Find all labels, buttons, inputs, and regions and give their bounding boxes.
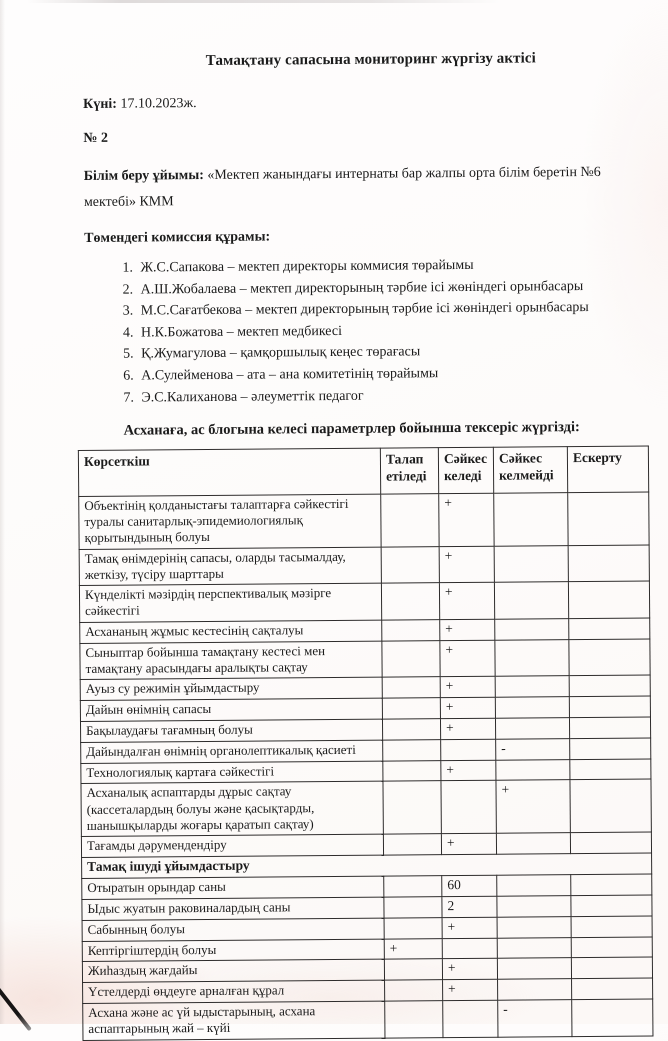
mark-cell: + <box>442 959 497 980</box>
mark-cell: + <box>440 718 495 739</box>
table-row <box>79 581 649 622</box>
commission-list <box>84 254 625 409</box>
mark-cell: + <box>439 582 494 619</box>
date-line <box>83 93 623 113</box>
mark-cell <box>382 718 440 739</box>
mark-cell <box>383 739 441 760</box>
commission-member: 6. А.Сулейменова – ата – ана комитетінің төрайымы <box>137 362 625 387</box>
mark-cell <box>381 583 439 620</box>
date-value: 17.10.2023ж. <box>120 96 197 112</box>
mark-cell <box>569 696 650 718</box>
mark-cell <box>382 640 440 677</box>
mark-cell: + <box>440 676 495 697</box>
mark-cell <box>569 618 650 640</box>
mark-cell <box>496 833 570 854</box>
mark-cell: 2 <box>442 896 497 917</box>
indicator-cell: Күнделікті мәзірдің перспективалық мәзірге сәйкестігі <box>79 583 381 622</box>
mark-cell <box>571 916 652 938</box>
commission-member: 2. А.Ш.Жобалаева – мектеп директорының тәрбие ісі жөніндегі орынбасары <box>137 275 625 300</box>
organization-label: Білім беру ұйымы: <box>83 168 204 184</box>
indicator-cell: Тағамды дәрумендендіру <box>81 834 383 857</box>
mark-cell <box>497 937 571 958</box>
mark-cell: + <box>439 493 494 546</box>
mark-cell <box>497 875 571 896</box>
commission-member: 7. Э.С.Калиханова – әлеуметтік педагог <box>137 383 625 408</box>
mark-cell <box>443 1000 498 1037</box>
mark-cell: + <box>440 640 495 677</box>
organization-value: «Мектеп жанындағы интернаты бар жалпы орта білім беретін №6 мектебі» КММ <box>83 164 601 210</box>
mark-cell <box>568 492 649 545</box>
indicator-cell: Ауыз су режимін ұйымдастыру <box>80 677 382 700</box>
indicator-cell: Отыратын орындар саны <box>82 876 384 899</box>
table-row <box>79 545 649 586</box>
mark-cell <box>381 494 439 547</box>
mark-cell <box>498 979 572 1000</box>
mark-cell: - <box>496 738 570 759</box>
mark-cell <box>495 676 569 697</box>
mark-cell <box>568 581 649 618</box>
mark-cell: + <box>440 697 495 718</box>
mark-cell: + <box>440 619 495 640</box>
header-note: Ескерту <box>567 446 648 492</box>
mark-cell <box>495 639 569 676</box>
mark-cell <box>384 959 442 980</box>
mark-cell: + <box>384 938 442 959</box>
header-indicator: Көрсеткіш <box>78 448 380 496</box>
mark-cell <box>494 582 568 619</box>
mark-cell <box>384 917 442 938</box>
commission-member: 4. Н.К.Божатова – мектеп медбикесі <box>137 318 625 343</box>
mark-cell <box>384 876 442 897</box>
date-label: Күні: <box>83 96 117 112</box>
mark-cell <box>495 697 569 718</box>
indicator-cell: Объектінің қолданыстағы талаптарға сәйкестігі туралы санитарлық-эпидемиологиялық қорытындының болуы <box>79 494 381 549</box>
mark-cell: + <box>439 546 494 583</box>
mark-cell <box>569 639 650 676</box>
table-row <box>79 492 649 549</box>
mark-cell <box>441 781 496 834</box>
mark-cell <box>495 618 569 639</box>
monitoring-table <box>78 446 654 1041</box>
mark-cell <box>569 717 650 739</box>
commission-member: 1. Ж.С.Сапакова – мектеп директоры коммисия төрайымы <box>136 254 624 279</box>
mark-cell <box>383 781 441 834</box>
mark-cell <box>570 759 651 781</box>
organization-line <box>84 160 618 216</box>
indicator-cell: Жиһаздың жағдайы <box>82 960 384 983</box>
indicator-cell: Асхана және ас үй ыдыстарының, асхана аспаптарының жай – күйі <box>83 1001 385 1040</box>
act-number: № 2 <box>83 130 109 146</box>
mark-cell <box>496 759 570 780</box>
mark-cell <box>572 978 653 1000</box>
indicator-cell: Асханалық аспаптарды дұрыс сақтау (кассеталардың болуы және қасықтарды, шанышқыларды жоғары қаратып сақтау) <box>81 782 383 837</box>
indicator-cell: Үстелдерді өңдеуге арналған құрал <box>83 980 385 1003</box>
header-not-complies: Сәйкес келмейді <box>493 447 567 493</box>
mark-cell: + <box>443 980 498 1001</box>
mark-cell <box>497 958 571 979</box>
indicator-cell: Кептіргіштердің болуы <box>82 939 384 962</box>
indicator-cell: Технологиялық картаға сәйкестігі <box>81 761 383 784</box>
mark-cell <box>381 546 439 583</box>
mark-cell <box>442 938 497 959</box>
indicator-cell: Сыныптар бойынша тамақтану кестесі мен тамақтану арасындағы аралықты сақтау <box>80 641 382 680</box>
mark-cell: + <box>442 917 497 938</box>
mark-cell <box>570 832 651 854</box>
table-row <box>81 779 651 836</box>
mark-cell <box>572 999 653 1036</box>
mark-cell: + <box>441 760 496 781</box>
mark-cell: + <box>441 833 496 854</box>
mark-cell <box>494 545 568 582</box>
mark-cell <box>382 619 440 640</box>
mark-cell <box>497 895 571 916</box>
table-row <box>83 999 653 1040</box>
mark-cell <box>385 980 443 1001</box>
commission-member: 5. Қ.Жумагулова – қамқоршылық кеңес төрағасы <box>137 340 625 365</box>
mark-cell <box>495 717 569 738</box>
inspection-heading: Асханаға, ас блогына келесі параметрлер бойынша тексеріс жүргізді: <box>123 419 580 439</box>
mark-cell <box>382 677 440 698</box>
page-title: Тамақтану сапасына мониторинг жүргізу актісі <box>205 50 536 69</box>
indicator-cell: Дайындалған өнімнің органолептикалық қасиеті <box>81 740 383 763</box>
mark-cell <box>494 493 568 546</box>
commission-heading: Төмендегі комиссия құрамы: <box>84 229 271 246</box>
mark-cell <box>382 698 440 719</box>
table-header-row <box>78 446 648 496</box>
mark-cell <box>571 895 652 917</box>
mark-cell <box>383 760 441 781</box>
indicator-cell: Асхананың жұмыс кестесінің сақталуы <box>80 620 382 643</box>
mark-cell <box>570 738 651 760</box>
header-complies: Сәйкес келеді <box>438 447 493 493</box>
mark-cell <box>441 739 496 760</box>
mark-cell <box>571 874 652 896</box>
mark-cell <box>385 1001 443 1038</box>
mark-cell <box>568 545 649 582</box>
table-body <box>79 492 653 1040</box>
indicator-cell: Тамақ өнімдерінің сапасы, оларды тасымалдау, жеткізу, түсіру шарттары <box>79 547 381 586</box>
header-required: Талап етіледі <box>380 448 438 494</box>
mark-cell <box>383 834 441 855</box>
section-title: Тамақ ішуді ұйымдастыру <box>82 853 652 878</box>
mark-cell <box>569 675 650 697</box>
mark-cell <box>571 957 652 979</box>
commission-member: 3. М.С.Сағатбекова – мектеп директорының тәрбие ісі жөніндегі орынбасары <box>137 297 625 322</box>
mark-cell: + <box>496 780 570 833</box>
table-row <box>80 639 650 680</box>
mark-cell <box>497 916 571 937</box>
mark-cell: - <box>498 1000 572 1037</box>
mark-cell: 60 <box>442 875 497 896</box>
mark-cell <box>570 779 651 832</box>
mark-cell <box>384 896 442 917</box>
indicator-cell: Сабынның болуы <box>82 918 384 941</box>
indicator-cell: Ыдыс жуатын раковиналардың саны <box>82 897 384 920</box>
mark-cell <box>571 937 652 959</box>
indicator-cell: Дайын өнімнің сапасы <box>80 698 382 721</box>
indicator-cell: Бақылаудағы тағамның болуы <box>80 719 382 742</box>
